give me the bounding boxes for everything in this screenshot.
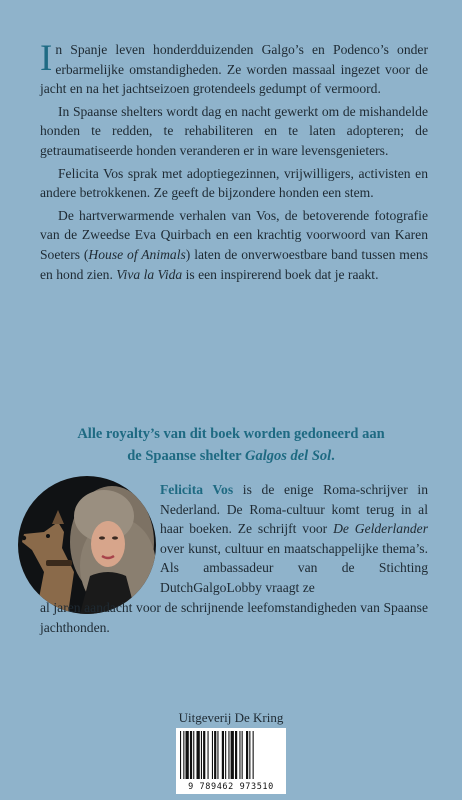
isbn-number: 9 789462 973510 bbox=[188, 782, 274, 792]
royalty-line-2 bbox=[0, 445, 462, 467]
barcode-bar bbox=[201, 731, 202, 779]
barcode-bar bbox=[235, 731, 237, 779]
barcode-bars bbox=[180, 731, 282, 779]
barcode-bar bbox=[186, 731, 189, 779]
author-name: Felicita Vos bbox=[160, 482, 234, 497]
shelter-name: Galgos del Sol bbox=[244, 448, 332, 464]
author-photo bbox=[18, 476, 156, 614]
barcode-bar bbox=[193, 731, 194, 779]
royalty-line-1: Alle royalty’s van dit boek worden gedoneerd aan bbox=[77, 426, 385, 442]
barcode-bar bbox=[197, 731, 200, 779]
barcode-bar bbox=[217, 731, 218, 779]
barcode-bar bbox=[190, 731, 192, 779]
author-bio-text-a: is de enige Roma-schrijver in Nederland. De Roma-cultuur komt terug in al haar boeken. Ze schrijft voor bbox=[160, 482, 428, 537]
barcode-bar bbox=[239, 731, 240, 779]
royalty-statement bbox=[0, 423, 462, 467]
drop-cap: I bbox=[40, 38, 53, 79]
newspaper-name: De Gelderlander bbox=[333, 521, 429, 537]
barcode-bar bbox=[183, 731, 184, 779]
barcode-bar bbox=[222, 731, 224, 779]
blurb-p4-b: ) laten de onverwoestbare band tussen mens en hond zien. bbox=[40, 246, 428, 282]
barcode-bar bbox=[242, 731, 243, 779]
author-bio-continued: al jaren aandacht voor de schrijnende leefomstandigheden van Spaanse jachthonden. bbox=[40, 600, 428, 635]
author-bio bbox=[160, 480, 428, 598]
blurb-paragraph-2: In Spaanse shelters wordt dag en nacht gewerkt om de mishandelde honden te redden, te rehabiliteren en te laten adopteren; de getraumatiseerde honden veranderen er in ware levensgenieters. bbox=[40, 103, 428, 158]
barcode-bar bbox=[246, 731, 248, 779]
blurb-paragraph-4 bbox=[40, 206, 428, 284]
barcode-bar bbox=[231, 731, 234, 779]
barcode-bar bbox=[180, 731, 181, 779]
blurb-p4-a: De hartverwarmende verhalen van Vos, de betoverende fotografie van de Zweedse Eva Quirbach en een krachtig voorwoord van Karen Soeters ( bbox=[40, 207, 428, 262]
barcode-bar bbox=[228, 731, 229, 779]
isbn-barcode bbox=[176, 728, 286, 794]
barcode-bar bbox=[203, 731, 205, 779]
barcode-bar bbox=[249, 731, 250, 779]
publisher-name: Uitgeverij De Kring bbox=[178, 710, 284, 725]
author-with-dog-image bbox=[18, 476, 156, 614]
book-title-viva-la-vida: Viva la Vida bbox=[116, 266, 183, 282]
blurb-paragraph-1 bbox=[40, 40, 428, 99]
blurb-p1-text: n Spanje leven honderdduizenden Galgo’s en Podenco’s onder erbarmelijke omstandigheden. Ze worden massaal ingezet voor de jacht en na het jachtseizoen grotendeels gedumpt of vermoord. bbox=[40, 42, 428, 97]
back-cover-blurb bbox=[40, 40, 428, 287]
book-title-house-of-animals: House of Animals bbox=[88, 246, 186, 262]
author-bio-text-b: over kunst, cultuur en maatschappelijke thema’s. Als ambassadeur van de Stichting DutchGalgoLobby vraagt ze bbox=[160, 540, 428, 595]
royalty-period: . bbox=[331, 448, 335, 464]
blurb-paragraph-3: Felicita Vos sprak met adoptiegezinnen, vrijwilligers, activisten en andere betrokkenen. Ze geeft de bijzondere honden een stem. bbox=[40, 165, 428, 201]
barcode-bar bbox=[208, 731, 209, 779]
royalty-line-2-text: de Spaanse shelter bbox=[127, 448, 245, 464]
barcode-bar bbox=[253, 731, 254, 779]
blurb-p4-c: is een inspirerend boek dat je raakt. bbox=[182, 266, 379, 282]
barcode-bar bbox=[214, 731, 216, 779]
barcode-bar bbox=[212, 731, 213, 779]
barcode-bar bbox=[225, 731, 226, 779]
